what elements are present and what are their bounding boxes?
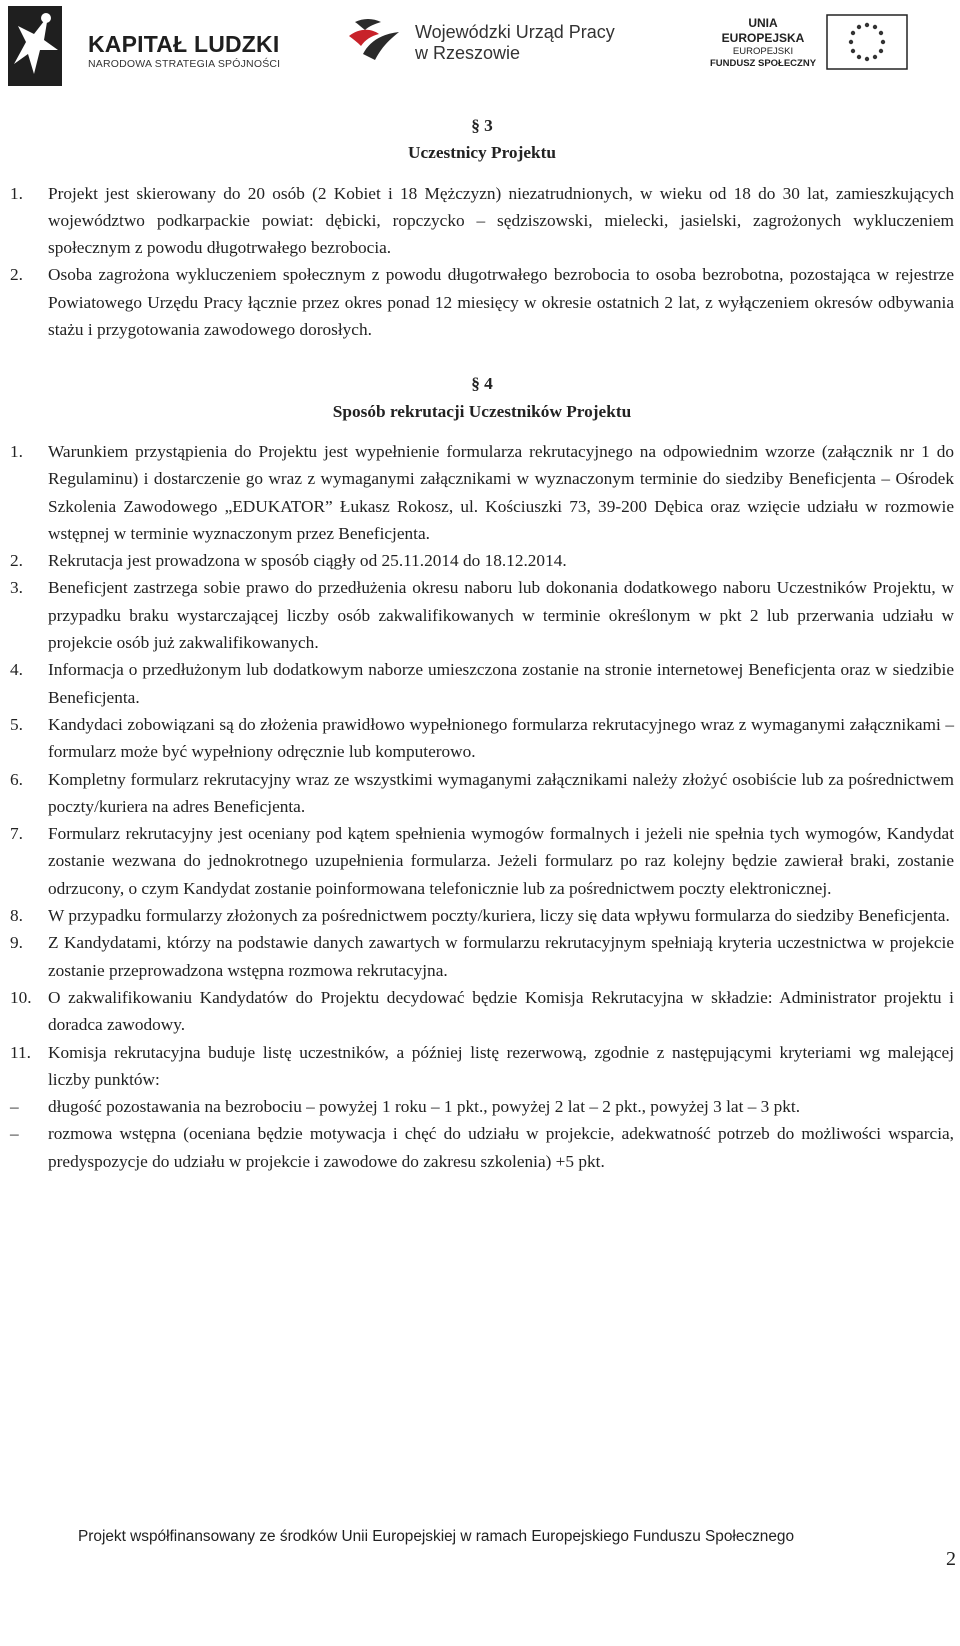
item-number: 2.: [10, 551, 23, 571]
item-text: Formularz rekrutacyjny jest oceniany pod kątem spełnienia wymogów formalnych i jeżeli nie spełnia tych wymogów, Kandydat zostanie wezwana do jednokrotnego uzupełnienia formularza. Jeżeli formularz po raz kolejny będzie zawierał braki, zostanie odrzucony, o czym Kandydat zostanie poinformowana telefonicznie lub za pośrednictwem poczty elektronicznej.: [48, 824, 954, 898]
page-number: 2: [946, 1548, 956, 1570]
section-4-item-9: [10, 929, 954, 984]
criteria-bullet-1: [10, 1093, 954, 1120]
bullet-text: rozmowa wstępna (oceniana będzie motywacja i chęć do udziału w projekcie, adekwatność potrzeb do możliwości wsparcia, predyspozycje do udziału w projekcie i zawodowe do zakresu szkolenia) +5 pkt.: [48, 1124, 954, 1171]
section-4-item-7: [10, 820, 954, 902]
section-3-item-1: [10, 180, 954, 262]
item-number: 9.: [10, 933, 23, 953]
kapital-ludzki-star-icon: [6, 4, 64, 88]
section-4-item-3: [10, 574, 954, 656]
section-4-number: § 4: [471, 374, 493, 394]
item-number: 3.: [10, 578, 23, 598]
item-text: Osoba zagrożona wykluczeniem społecznym z powodu długotrwałego bezrobocia to osoba bezrobotna, pozostająca w rejestrze Powiatowego Urzędu Pracy łącznie przez okres ponad 12 miesięcy w okresie ostatnich 2 lat, z wyłączeniem okresów odbywania stażu i przygotowania zawodowego dorosłych.: [48, 265, 954, 340]
bullet-dash: –: [10, 1097, 19, 1117]
section-3-number: § 3: [471, 116, 493, 135]
bullet-text: długość pozostawania na bezrobociu – powyżej 1 roku – 1 pkt., powyżej 2 lat – 2 pkt., powyżej 3 lat – 3 pkt.: [48, 1097, 801, 1117]
item-text: Z Kandydatami, którzy na podstawie danych zawartych w formularzu rekrutacyjnym spełniają kryteria uczestnictwa w projekcie zostanie przeprowadzona wstępna rozmowa rekrutacyjna.: [48, 933, 954, 980]
item-number: 4.: [10, 660, 23, 680]
item-number: 7.: [10, 824, 23, 844]
item-text: Projekt jest skierowany do 20 osób (2 Kobiet i 18 Mężczyzn) niezatrudnionych, w wieku od 18 do 30 lat, zamieszkujących województwo podkarpackie powiat: dębicki, ropczycko – sędziszowski, mielecki, jasielski, zagrożonych wykluczeniem społecznym z powodu długotrwałego bezrobocia.: [48, 183, 954, 258]
item-text: W przypadku formularzy złożonych za pośrednictwem poczty/kuriera, liczy się data wpływu formularza do siedziby Beneficjenta.: [48, 906, 950, 926]
item-number: 10.: [10, 987, 32, 1007]
item-text: Kandydaci zobowiązani są do złożenia prawidłowo wypełnionego formularza rekrutacyjnego wraz z wymaganymi załącznikami – formularz może być wypełniony odręcznie lub komputerowo.: [48, 714, 954, 762]
section-4-item-6: [10, 766, 954, 821]
item-number: 5.: [10, 714, 23, 734]
section-4-item-10: [10, 984, 954, 1039]
section-4-item-1: [10, 438, 954, 547]
document-body: [10, 112, 954, 1175]
wup-name: Wojewódzki Urząd Pracy: [415, 22, 615, 42]
item-number: 8.: [10, 906, 23, 926]
item-text: O zakwalifikowaniu Kandydatów do Projektu decydować będzie Komisja Rekrutacyjna w składzie: Administrator projektu i doradca zawodowy.: [48, 987, 954, 1035]
item-text: Kompletny formularz rekrutacyjny wraz ze wszystkimi wymaganymi załącznikami należy złożyć osobiście lub za pośrednictwem poczty/kuriera na adres Beneficjenta.: [48, 769, 954, 816]
kapital-ludzki-name: KAPITAŁ LUDZKI: [88, 31, 280, 57]
item-number: 2.: [10, 265, 23, 285]
page-footer: [0, 1522, 960, 1632]
section-3-item-2: [10, 261, 954, 343]
section-3-title: Uczestnicy Projektu: [408, 143, 556, 163]
wup-logo: [345, 10, 635, 80]
eu-fund-label-2: FUNDUSZ SPOŁECZNY: [709, 58, 817, 69]
section-3-heading: [10, 112, 954, 167]
bullet-dash: –: [10, 1124, 19, 1144]
footer-cofinancing-note: Projekt współfinansowany ze środków Unii Europejskiej w ramach Europejskiego Funduszu Społecznego: [78, 1528, 795, 1545]
section-4-item-5: [10, 711, 954, 766]
wup-emblem-icon: [345, 14, 403, 68]
eu-fund-label-1: EUROPEJSKI: [732, 46, 794, 57]
item-number: 6.: [10, 769, 23, 789]
section-4-item-2: [10, 547, 954, 574]
item-number: 11.: [10, 1042, 31, 1062]
wup-city: w Rzeszowie: [415, 43, 521, 63]
section-4-title: Sposób rekrutacji Uczestników Projektu: [332, 401, 632, 421]
item-text: Informacja o przedłużonym lub dodatkowym naborze umieszczona zostanie na stronie internetowej Beneficjenta oraz w siedzibie Beneficjenta.: [48, 660, 954, 707]
page-header: [0, 0, 960, 95]
item-number: 1.: [10, 441, 23, 461]
eu-union-label: UNIA EUROPEJSKA: [721, 16, 805, 45]
section-4-item-8: [10, 902, 954, 929]
kapital-ludzki-logo: [6, 4, 286, 88]
eu-flag-icon: [826, 14, 908, 70]
item-text: Warunkiem przystąpienia do Projektu jest wypełnienie formularza rekrutacyjnego na odpowiednim wzorze (załącznik nr 1 do Regulaminu) i dostarczenie go wraz z wymaganymi załącznikami w wyznaczonym terminie do siedziby Beneficjenta – Ośrodek Szkolenia Zawodowego „EDUKATOR” Łukasz Rokosz, ul. Kościuszki 73, 39-200 Dębica oraz wzięcie udziału w rozmowie wstępnej w terminie wyznaczonym przez Beneficjenta.: [48, 441, 954, 543]
eu-logo: [708, 14, 908, 72]
item-text: Rekrutacja jest prowadzona w sposób ciągły od 25.11.2014 do 18.12.2014.: [48, 551, 567, 571]
criteria-bullet-2: [10, 1120, 954, 1175]
section-4-heading: [10, 370, 954, 425]
section-4-item-4: [10, 656, 954, 711]
item-text: Komisja rekrutacyjna buduje listę uczestników, a później listę rezerwową, zgodnie z następującymi kryteriami wg malejącej liczby punktów:: [48, 1042, 954, 1089]
kapital-ludzki-subtitle: NARODOWA STRATEGIA SPÓJNOŚCI: [88, 58, 281, 70]
item-number: 1.: [10, 183, 23, 203]
item-text: Beneficjent zastrzega sobie prawo do przedłużenia okresu naboru lub dokonania dodatkowego naboru Uczestników Projektu, w przypadku braku wystarczającej liczby osób zakwalifikowanych w terminie określonym w pkt 2 lub przerwania udziału w projekcie osób już zakwalifikowanych.: [48, 578, 954, 653]
section-4-item-11: [10, 1039, 954, 1094]
